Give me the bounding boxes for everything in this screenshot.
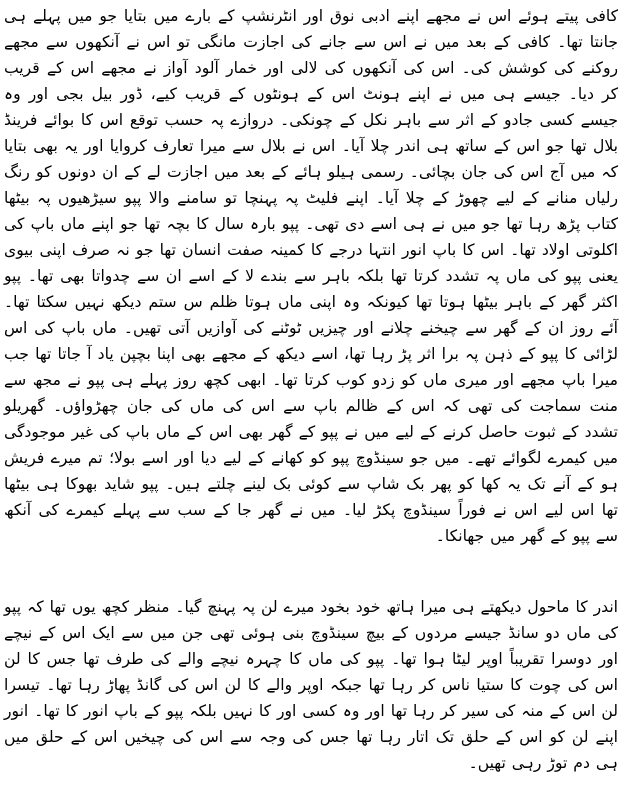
paragraph-2: اندر کا ماحول دیکھتے ہی میرا ہاتھ خود بخود میرے لن پہ پہنچ گیا۔ منظر کچھ یوں تھا کہ پپو کی ماں دو سانڈ جیسے مردوں کے بیچ سینڈوچ بنی ہوئی تھی جن میں سے ایک اس کے نیچے اور دوسرا تقریباً اوپر لیٹا ہوا تھا۔ پپو کی ماں کا چہرہ نیچے والے کی طرف تھا جس کا لن اس کی چوت کا ستیا ناس کر رہا تھا جبکہ اوپر والے کا لن اس کی گانڈ پھاڑ رہا تھا۔ تیسرا لن اس کے منہ کی سیر کر رہا تھا اور وہ کسی اور کا نہیں بلکہ پپو کے باپ انور کا تھا۔ انور اپنے لن کو اس کے حلق تک اتار رہا تھا جس کی وجہ سے اس کی چیخیں اس کے حلق میں ہی دم توڑ رہی تھیں۔ <box>4 598 618 772</box>
paragraph-1: کافی پیتے ہوئے اس نے مجھے اپنے ادبی نوق اور انٹرنشپ کے بارے میں بتایا جو میں پہلے ہی جانتا تھا۔ کافی کے بعد میں نے اس سے جانے کی اجازت مانگی تو اس نے آنکھوں سے مجھے روکنے کی کوشش کی۔ اس کی آنکھوں کی لالی اور خمار آلود آواز نے مجھے اس کے قریب کر دیا۔ جیسے ہی میں نے اپنے ہونٹ اس کے ہونٹوں کے قریب کیے، ڈور بیل بجی اور وہ جیسے کسی جادو کے اثر سے باہر نکل کے چونکی۔ دروازے پہ حسب توقع اس کا بوائے فرینڈ بلال تھا جو اس کے ساتھ ہی اندر چلا آیا۔ اس نے بلال سے میرا تعارف کروایا اور یہ بھی بتایا کہ میں آج اس کی جان بچائی۔ رسمی ہیلو ہائے کے بعد میں اجازت لے کے ان دونوں کو رنگ رلیاں منانے کے لیے چھوڑ کے چلا آیا۔ اپنے فلیٹ پہ پہنچا تو سامنے والا پپو سیڑھیوں پہ بیٹھا کتاب پڑھ رہا تھا جو میں نے ہی اسے دی تھی۔ پپو بارہ سال کا بچہ تھا جو اپنے ماں باپ کی اکلوتی اولاد تھا۔ اس کا باپ انور انتہا درجے کا کمینہ صفت انسان تھا جو نہ صرف اپنی بیوی یعنی پپو کی ماں پہ تشدد کرتا تھا بلکہ باہر سے بندے لا کے اسے ان سے چدواتا بھی تھا۔ پپو اکثر گھر کے باہر بیٹھا ہوتا تھا کیونکہ وہ اپنی ماں ہوتا ظلم س ستم دیکھ نہیں سکتا تھا۔ آئے روز ان کے گھر سے چیخنے چلانے اور چیزیں ٹوٹنے کی آوازیں آتی تھیں۔ ماں باپ کی اس لڑائی کا پپو کے ذہن پہ برا اثر پڑ رہا تھا، اسے دیکھ کے مجھے بھی اپنا بچپن یاد آ جاتا تھا جب میرا باپ مجھے اور میری ماں کو زدو کوب کرتا تھا۔ ابھی کچھ روز پہلے ہی پپو نے مجھ سے منت سماجت کی تھی کہ اس کے ظالم باپ سے اس کی ماں کی جان چھڑواؤں۔ گھریلو تشدد کے ثبوت حاصل کرنے کے لیے میں نے پپو کے گھر بھی اس کے ماں باپ کی غیر موجودگی میں کیمرے لگوائے تھے۔ میں جو سینڈوچ پپو کو کھانے کے لیے دیا اور اسے بولا؛ تم میرے فریش ہو کے آنے تک یہ کھا کو پھر بک شاپ سے کوئی بک لینے چلتے ہیں۔ پپو شاید بھوکا ہی بیٹھا تھا اس لیے اس نے فوراً سینڈوچ پکڑ لیا۔ میں نے گھر جا کے سب سے پہلے کیمرے کی آنکھ سے پپو کے گھر میں جھانکا۔ <box>4 7 618 545</box>
